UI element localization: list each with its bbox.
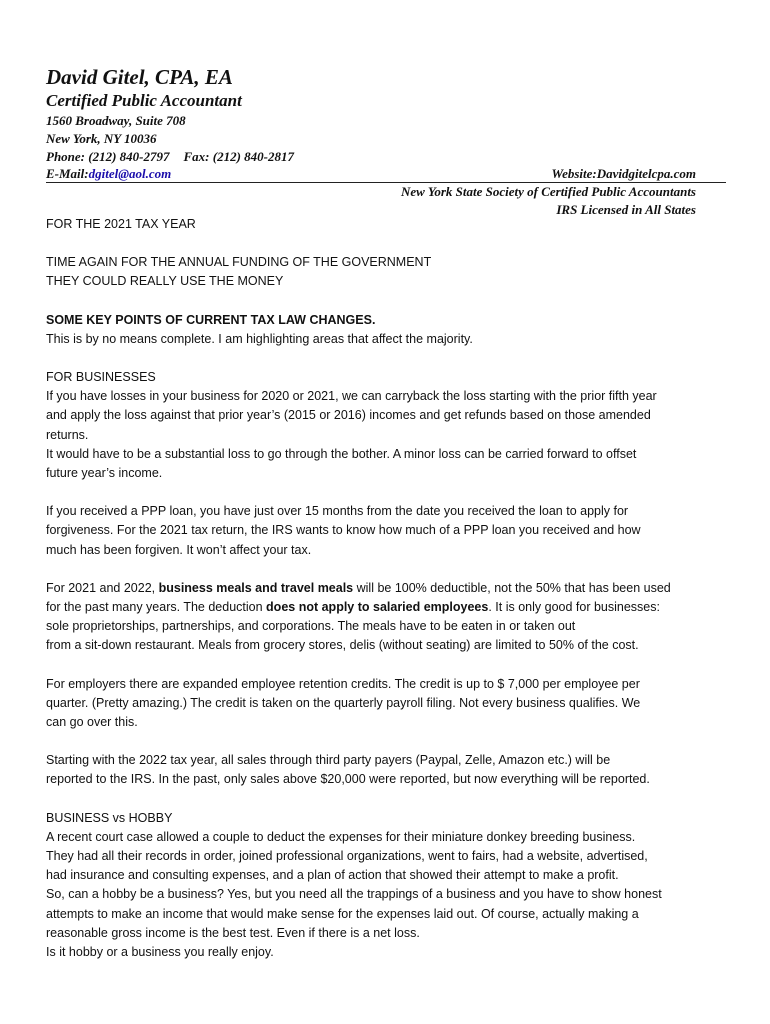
losses-line: future year’s income. xyxy=(46,466,163,481)
hobby-line: attempts to make an income that would make sense for the expenses laid out. Of course, actually making a xyxy=(46,906,639,921)
erc-line: quarter. (Pretty amazing.) The credit is taken on the quarterly payroll filing. Not every business qualifies. We xyxy=(46,695,641,710)
erc-line: can go over this. xyxy=(46,715,138,730)
meals-line: for the past many years. The deduction does not apply to salaried employees. It is only good for businesses: xyxy=(46,600,660,615)
society-membership: New York State Society of Certified Public Accountants xyxy=(400,184,696,199)
salaried-emphasis: does not apply to salaried employees xyxy=(266,600,489,615)
ppp-line: much has been forgiven. It won’t affect your tax. xyxy=(46,542,312,557)
tax-year-heading: FOR THE 2021 TAX YEAR xyxy=(46,217,196,231)
for-businesses-heading: FOR BUSINESSES xyxy=(46,370,156,385)
losses-line: and apply the loss against that prior year’s (2015 or 2016) incomes and get refunds based on those amended xyxy=(46,408,651,423)
email-link[interactable]: dgitel@aol.com xyxy=(88,166,172,181)
email-label: E-Mail: xyxy=(46,166,89,181)
hobby-line: reasonable gross income is the best test. Even if there is a net loss. xyxy=(46,925,420,940)
sales-line: Starting with the 2022 tax year, all sales through third party payers (Paypal, Zelle, Amazon etc.) will be xyxy=(46,753,611,768)
professional-title: Certified Public Accountant xyxy=(46,91,242,110)
meals-emphasis: business meals and travel meals xyxy=(158,580,354,595)
street-address: 1560 Broadway, Suite 708 xyxy=(46,113,186,128)
hobby-line: So, can a hobby be a business? Yes, but you need all the trappings of a business and you have to show honest xyxy=(46,887,662,902)
hobby-line: They had all their records in order, joined professional organizations, went to fairs, had a website, advertised, xyxy=(46,849,648,864)
letterhead xyxy=(46,64,726,219)
letter-body xyxy=(46,215,736,962)
ppp-line: If you received a PPP loan, you have just over 15 months from the date you received the loan to apply for xyxy=(46,504,629,519)
losses-line: returns. xyxy=(46,427,89,442)
erc-line: For employers there are expanded employee retention credits. The credit is up to $ 7,000 per employee per xyxy=(46,676,640,691)
meals-line: For 2021 and 2022, business meals and travel meals will be 100% deductible, not the 50% that has been used xyxy=(46,580,671,595)
firm-name: David Gitel, CPA, EA xyxy=(46,65,233,89)
losses-line: It would have to be a substantial loss to go through the bother. A minor loss can be carried forward to offset xyxy=(46,446,637,461)
hobby-line: A recent court case allowed a couple to deduct the expenses for their miniature donkey breeding business. xyxy=(46,829,636,844)
headline-funding: TIME AGAIN FOR THE ANNUAL FUNDING OF THE GOVERNMENT xyxy=(46,255,432,270)
meals-line: from a sit-down restaurant. Meals from grocery stores, delis (without seating) are limited to 50% of the cost. xyxy=(46,638,639,653)
hobby-line: Is it hobby or a business you really enjoy. xyxy=(46,945,274,960)
email-website-row xyxy=(46,166,726,183)
key-points-heading: SOME KEY POINTS OF CURRENT TAX LAW CHANGES. xyxy=(46,312,376,327)
ppp-line: forgiveness. For the 2021 tax return, the IRS wants to know how much of a PPP loan you received and how xyxy=(46,523,641,538)
phone-number: Phone: (212) 840-2797 xyxy=(46,149,170,164)
sales-line: reported to the IRS. In the past, only sales above $20,000 were reported, but now everything will be reported. xyxy=(46,772,650,787)
fax-number: Fax: (212) 840-2817 xyxy=(183,149,294,164)
key-points-note: This is by no means complete. I am highlighting areas that affect the majority. xyxy=(46,331,473,346)
hobby-line: had insurance and consulting expenses, and a plan of action that showed their attempt to make a profit. xyxy=(46,868,619,883)
city-address: New York, NY 10036 xyxy=(46,131,157,146)
meals-line: sole proprietorships, partnerships, and corporations. The meals have to be eaten in or taken out xyxy=(46,619,576,634)
irs-license: IRS Licensed in All States xyxy=(556,202,696,217)
website-link[interactable]: Website:Davidgitelcpa.com xyxy=(551,166,696,181)
losses-line: If you have losses in your business for 2020 or 2021, we can carryback the loss starting with the prior fifth year xyxy=(46,389,657,404)
hobby-heading: BUSINESS vs HOBBY xyxy=(46,810,173,825)
headline-money: THEY COULD REALLY USE THE MONEY xyxy=(46,274,284,289)
contact-numbers xyxy=(46,148,726,166)
